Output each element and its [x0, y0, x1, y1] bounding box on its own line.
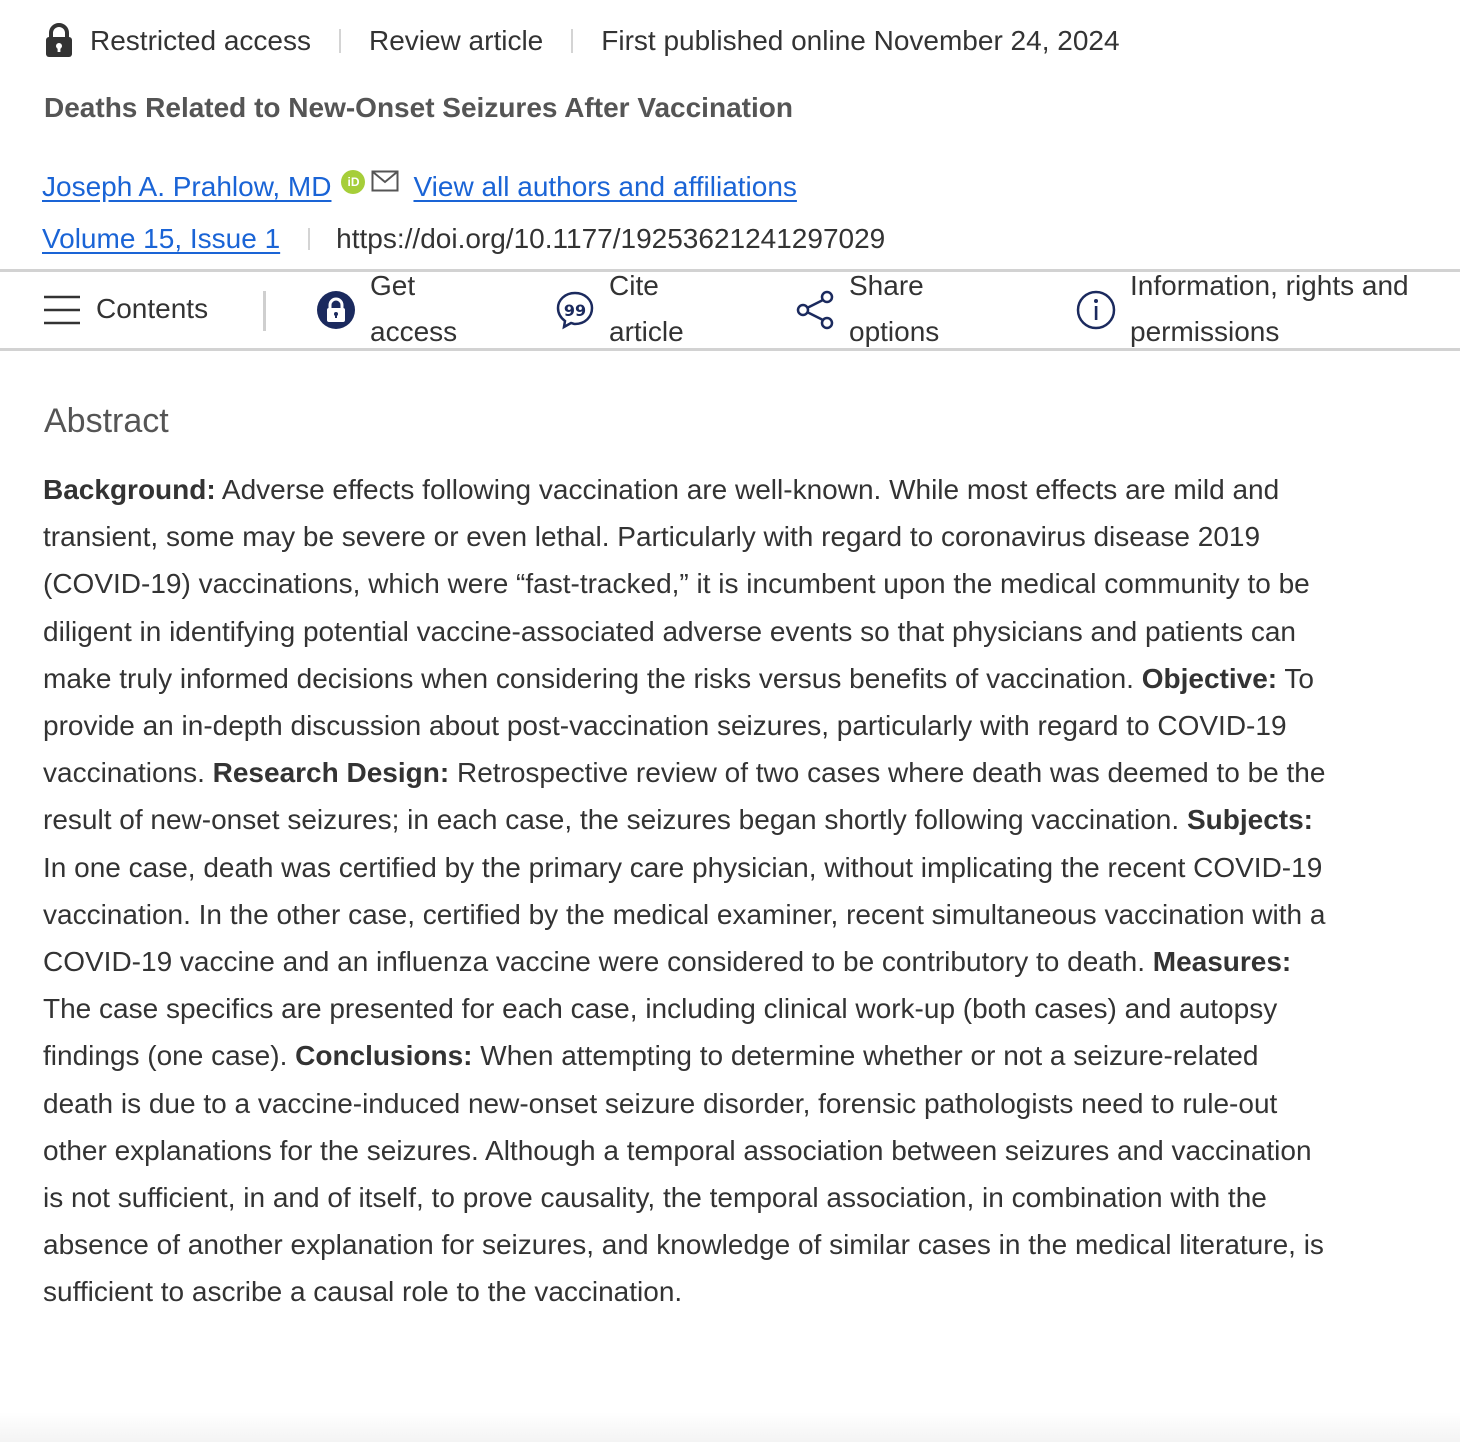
meta-divider — [571, 29, 573, 53]
meta-divider — [308, 228, 310, 250]
information-label: Information, rights and permissions — [1130, 270, 1409, 347]
get-access-label: Get access — [370, 270, 458, 347]
access-status: Restricted access — [90, 25, 311, 56]
article-toolbar — [0, 269, 1460, 351]
section-text: To provide an in-depth discussion about post-vaccination seizures, particularly with regard to COVID-19 vaccinations. — [43, 662, 1314, 789]
section-text: Retrospective review of two cases where death was deemed to be the result of new-onset seizures; in each case, the seizures began shortly following vaccination. — [43, 757, 1326, 836]
lock-icon — [44, 23, 74, 59]
article-meta-row — [44, 20, 1120, 62]
volume-issue-link[interactable]: Volume 15, Issue 1 — [42, 223, 281, 254]
svg-text:99: 99 — [563, 301, 587, 320]
all-authors-link[interactable]: View all authors and affiliations — [413, 171, 797, 202]
doi-text[interactable]: https://doi.org/10.1177/19253621241297029 — [336, 223, 886, 254]
information-button[interactable] — [1076, 272, 1450, 348]
section-label: Subjects: — [1186, 804, 1313, 836]
lock-circle-icon — [316, 290, 356, 330]
share-icon — [795, 290, 835, 330]
toolbar-divider — [263, 291, 266, 331]
abstract-heading: Abstract — [44, 402, 169, 440]
orcid-icon[interactable]: iD — [341, 170, 365, 194]
get-access-button[interactable] — [316, 272, 480, 348]
section-text: The case specifics are presented for each case, including clinical work-up (both cases) and autopsy findings (one case). — [43, 993, 1278, 1072]
info-icon — [1076, 290, 1116, 330]
meta-divider — [339, 29, 341, 53]
section-text: Adverse effects following vaccination are well-known. While most effects are mild and transient, some may be severe or even lethal. Particularly with regard to coronavirus disease 2019 (COVID-19) vaccinations, which were “fast-tracked,” it is incumbent upon the medical community to be diligent in identifying potential vaccine-associated adverse events so that physicians and patients can make truly informed decisions when considering the risks versus benefits of vaccination. — [43, 474, 1310, 694]
article-title: Deaths Related to New-Onset Seizures After Vaccination — [44, 92, 793, 123]
cite-article-label: Cite article — [609, 270, 684, 347]
menu-icon — [42, 293, 82, 327]
publication-date: First published online November 24, 2024 — [601, 25, 1120, 56]
section-label: Measures: — [1152, 946, 1292, 978]
section-text: When attempting to determine whether or not a seizure-related death is due to a vaccine-induced new-onset seizure disorder, forensic pathologists need to rule-out other explanations for the seizures. Although a temporal association between seizures and vaccination is not sufficient, in and of itself, to prove causality, the temporal association, in combination with the absence of another explanation for seizures, and knowledge of similar cases in the medical literature, is sufficient to ascribe a causal role to the vaccination. — [43, 1040, 1324, 1308]
author-link[interactable]: Joseph A. Prahlow, MD — [42, 171, 332, 202]
section-label: Objective: — [1141, 662, 1278, 694]
abstract-body — [43, 466, 1333, 1316]
contents-button[interactable] — [42, 272, 208, 348]
volume-doi-row — [42, 218, 885, 260]
section-text: In one case, death was certified by the primary care physician, without implicating the recent COVID-19 vaccination. In the other case, certified by the medical examiner, recent simultaneous vaccination with a COVID-19 vaccine and an influenza vaccine were considered to be contributory to death. — [43, 851, 1326, 978]
cite-article-button[interactable] — [555, 272, 729, 348]
section-label: Background: — [43, 474, 216, 505]
contents-label: Contents — [96, 293, 209, 324]
section-label: Conclusions: — [295, 1040, 473, 1072]
share-options-label: Share options — [849, 270, 940, 347]
section-label: Research Design: — [212, 757, 450, 789]
author-row — [42, 166, 797, 208]
article-type: Review article — [368, 25, 544, 56]
email-icon[interactable] — [371, 167, 399, 199]
quote-icon — [555, 290, 595, 330]
share-options-button[interactable] — [795, 272, 979, 348]
bottom-fade — [0, 1412, 1460, 1442]
